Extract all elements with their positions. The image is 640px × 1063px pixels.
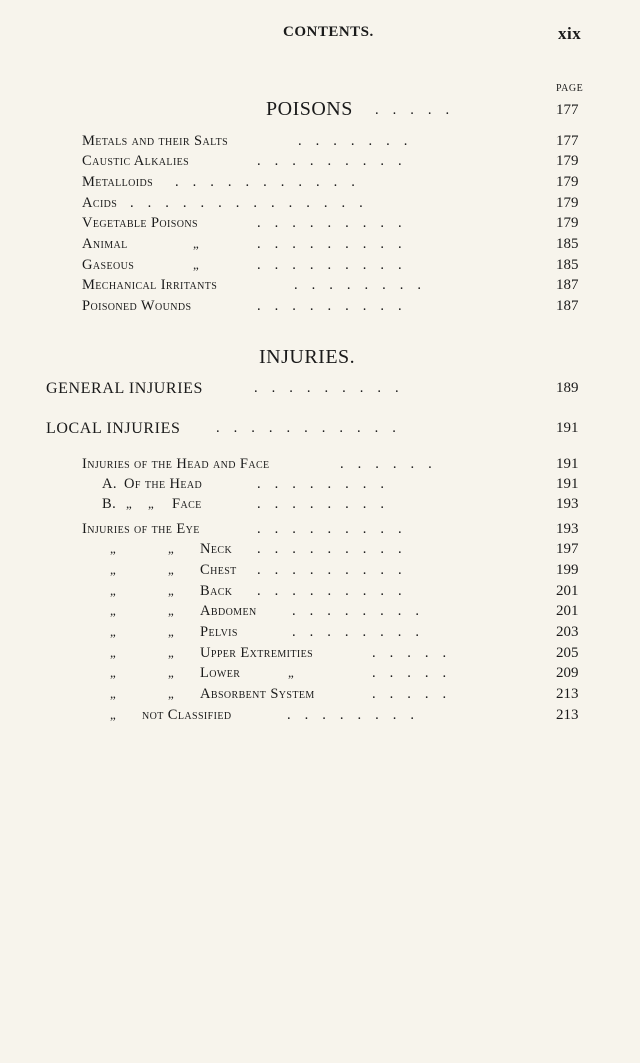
ditto-mark: „	[110, 665, 116, 680]
dot-leader: ........	[257, 476, 398, 492]
page-column-label: PAGE	[556, 83, 584, 94]
ditto-mark: „	[168, 562, 174, 577]
toc-entry	[82, 686, 640, 706]
entry-label: Poisoned Wounds	[82, 298, 192, 314]
running-head-title: CONTENTS.	[283, 24, 374, 40]
toc-entry	[82, 298, 640, 318]
entry-label: Acids	[82, 195, 118, 211]
toc-entry	[82, 707, 640, 727]
entry-label: LOCAL INJURIES	[46, 420, 181, 437]
toc-entry	[102, 476, 640, 496]
ditto-mark: „	[110, 603, 116, 618]
dot-leader: ........	[292, 603, 433, 619]
entry-page: 201	[556, 603, 579, 619]
toc-entry	[82, 624, 640, 644]
entry-page: 205	[556, 645, 579, 661]
toc-entry	[82, 645, 640, 665]
poisons-heading-row	[0, 98, 640, 122]
entry-label: GENERAL INJURIES	[46, 380, 203, 397]
ditto-mark: „	[110, 686, 116, 701]
ditto-mark: „	[288, 665, 294, 680]
ditto-mark: „	[168, 624, 174, 639]
toc-entry	[82, 583, 640, 603]
entry-label: Abdomen	[200, 603, 257, 619]
ditto-mark: „	[126, 496, 132, 511]
ditto-mark: „	[110, 707, 116, 722]
ditto-mark: „	[193, 236, 199, 251]
toc-entry	[82, 541, 640, 561]
entry-label: Gaseous	[82, 257, 135, 273]
toc-entry	[82, 215, 640, 235]
toc-entry	[82, 277, 640, 297]
ditto-mark: „	[168, 645, 174, 660]
ditto-mark: „	[110, 645, 116, 660]
dot-leader: ......	[340, 456, 446, 472]
entry-page: 179	[556, 153, 579, 169]
entry-label: Of the Head	[124, 476, 203, 492]
entry-label: Back	[200, 583, 233, 599]
entry-label: Neck	[200, 541, 233, 557]
injuries-heading: INJURIES.	[259, 346, 356, 368]
entry-page: 187	[556, 298, 579, 314]
entry-page: 201	[556, 583, 579, 599]
entry-label: Absorbent System	[200, 686, 315, 702]
dot-leader: .........	[257, 236, 416, 252]
entry-page: 213	[556, 686, 579, 702]
entry-page: 209	[556, 665, 579, 681]
entry-page: 179	[556, 195, 579, 211]
entry-label: Chest	[200, 562, 237, 578]
ditto-mark: „	[110, 541, 116, 556]
poisons-heading-page: 177	[556, 102, 579, 118]
entry-prefix: A.	[102, 476, 117, 492]
running-head-page-number: xix	[558, 24, 582, 43]
dot-leader: ........	[257, 496, 398, 512]
entry-label: Upper Extremities	[200, 645, 314, 661]
dot-leader: .....	[372, 665, 461, 681]
poisons-heading: POISONS	[266, 98, 353, 120]
entry-page: 191	[556, 420, 579, 436]
entry-label: Metals and their Salts	[82, 133, 229, 149]
entry-label: Animal	[82, 236, 128, 252]
toc-entry-local-injuries	[46, 420, 640, 440]
dot-leader: ...........	[216, 420, 410, 436]
toc-entry	[82, 174, 640, 194]
entry-label: Lower	[200, 665, 241, 681]
entry-page: 177	[556, 133, 579, 149]
entry-page: 193	[556, 521, 579, 537]
ditto-mark: „	[110, 624, 116, 639]
dot-leader: .........	[254, 380, 413, 396]
entry-prefix: B.	[102, 496, 117, 512]
ditto-mark: „	[148, 496, 154, 511]
dot-leader: .....	[375, 102, 464, 118]
ditto-mark: „	[168, 541, 174, 556]
entry-page: 197	[556, 541, 579, 557]
dot-leader: .......	[298, 133, 422, 149]
ditto-mark: „	[168, 686, 174, 701]
toc-entry	[82, 456, 640, 476]
ditto-mark: „	[193, 257, 199, 272]
entry-page: 185	[556, 257, 579, 273]
dot-leader: ...........	[175, 174, 369, 190]
toc-entry	[102, 496, 640, 516]
entry-label: not Classified	[142, 707, 232, 723]
entry-label: Caustic Alkalies	[82, 153, 190, 169]
dot-leader: .........	[257, 215, 416, 231]
toc-entry	[82, 153, 640, 173]
entry-page: 191	[556, 476, 579, 492]
dot-leader: .........	[257, 541, 416, 557]
ditto-mark: „	[168, 583, 174, 598]
entry-page: 185	[556, 236, 579, 252]
dot-leader: .........	[257, 257, 416, 273]
toc-entry	[82, 562, 640, 582]
entry-label: Injuries of the Eye	[82, 521, 200, 537]
toc-entry	[82, 665, 640, 685]
toc-entry-general-injuries	[46, 380, 640, 400]
ditto-mark: „	[168, 665, 174, 680]
entry-page: 193	[556, 496, 579, 512]
ditto-mark: „	[110, 562, 116, 577]
toc-entry	[82, 236, 640, 256]
dot-leader: ........	[294, 277, 435, 293]
dot-leader: .........	[257, 298, 416, 314]
entry-page: 191	[556, 456, 579, 472]
toc-entry	[82, 257, 640, 277]
dot-leader: ........	[287, 707, 428, 723]
toc-entry	[82, 133, 640, 153]
dot-leader: ..............	[130, 195, 377, 211]
entry-page: 213	[556, 707, 579, 723]
dot-leader: .........	[257, 521, 416, 537]
entry-label: Injuries of the Head and Face	[82, 456, 270, 472]
toc-entry	[82, 603, 640, 623]
ditto-mark: „	[168, 603, 174, 618]
dot-leader: .....	[372, 686, 461, 702]
entry-label: Pelvis	[200, 624, 238, 640]
dot-leader: .........	[257, 153, 416, 169]
entry-label: Metalloids	[82, 174, 154, 190]
ditto-mark: „	[110, 583, 116, 598]
entry-label: Vegetable Poisons	[82, 215, 198, 231]
entry-label: Face	[172, 496, 202, 512]
dot-leader: ........	[292, 624, 433, 640]
entry-label: Mechanical Irritants	[82, 277, 218, 293]
toc-entry	[82, 195, 640, 215]
entry-page: 187	[556, 277, 579, 293]
dot-leader: .....	[372, 645, 461, 661]
entry-page: 179	[556, 174, 579, 190]
dot-leader: .........	[257, 562, 416, 578]
dot-leader: .........	[257, 583, 416, 599]
entry-page: 179	[556, 215, 579, 231]
entry-page: 199	[556, 562, 579, 578]
entry-page: 203	[556, 624, 579, 640]
toc-entry	[82, 521, 640, 541]
entry-page: 189	[556, 380, 579, 396]
